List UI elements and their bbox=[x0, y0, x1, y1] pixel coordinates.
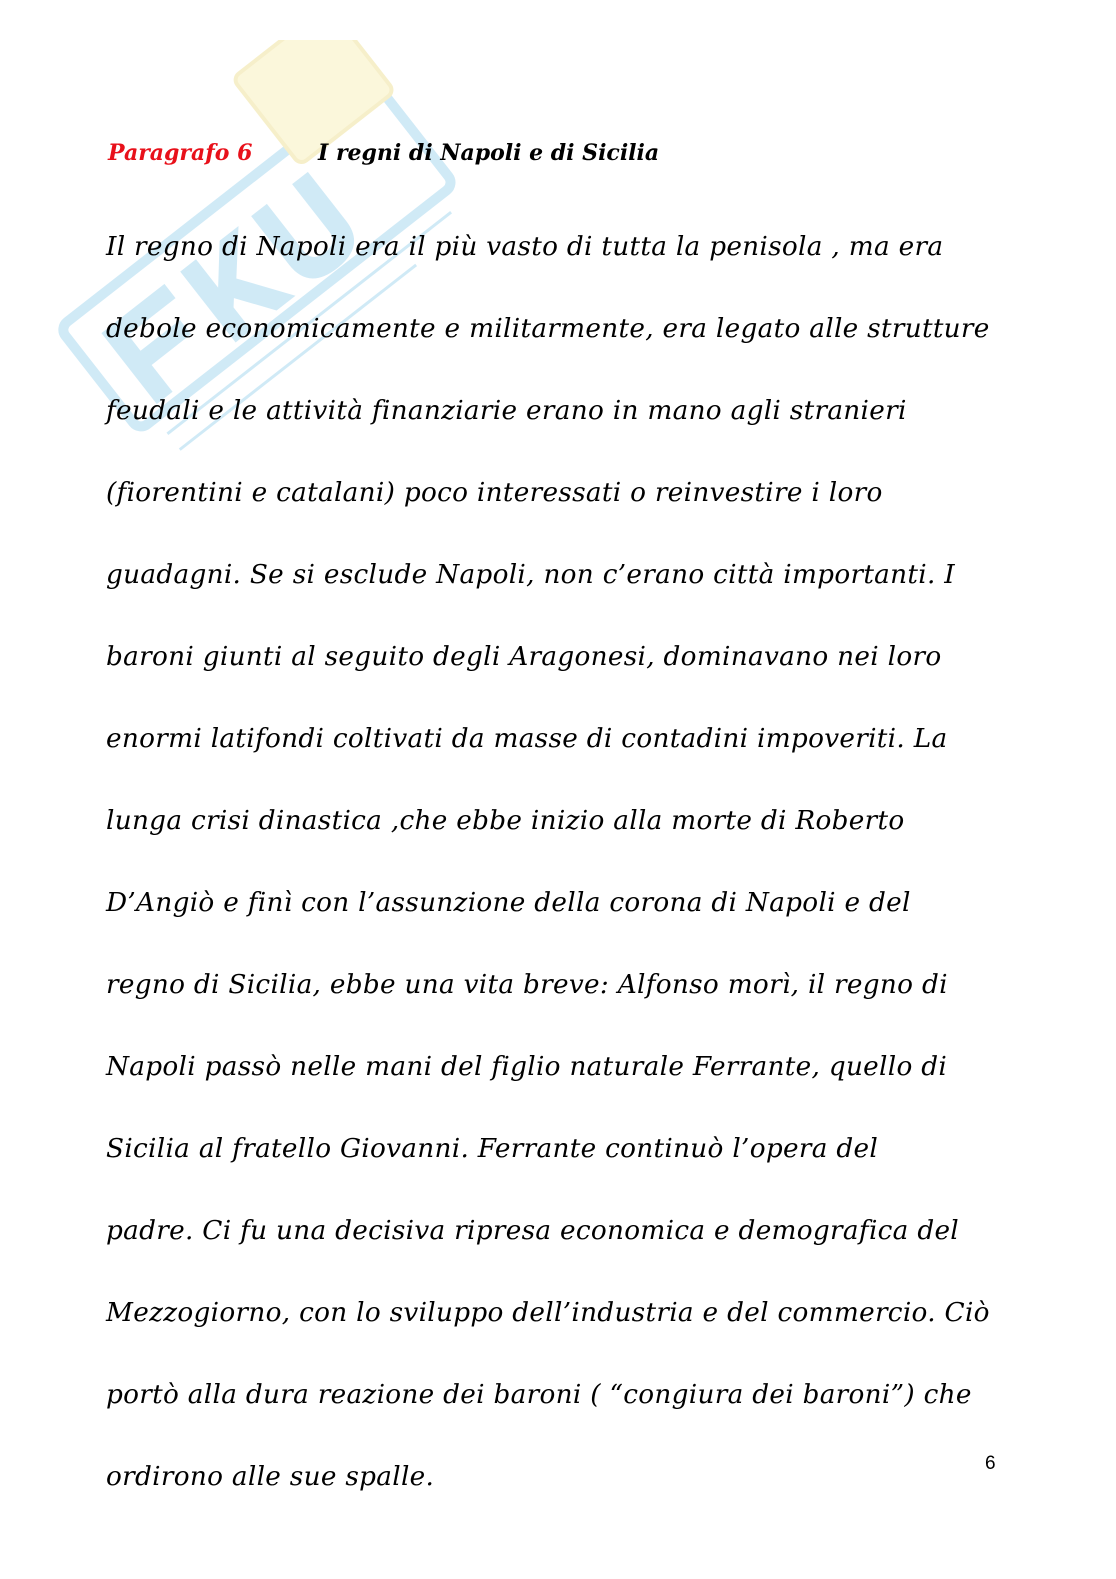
text-line: feudali e le attività finanziarie erano in mano agli stranieri bbox=[106, 396, 907, 426]
text-line: Sicilia al fratello Giovanni. Ferrante continuò l’opera del bbox=[106, 1134, 879, 1164]
text-line: enormi latifondi coltivati da masse di contadini impoveriti. La bbox=[106, 724, 948, 754]
text-line: padre. Ci fu una decisiva ripresa economica e demografica del bbox=[106, 1216, 960, 1246]
text-line: Napoli passò nelle mani del figlio naturale Ferrante, quello di bbox=[106, 1052, 948, 1082]
text-line: portò alla dura reazione dei baroni ( “congiura dei baroni”) che bbox=[106, 1380, 972, 1410]
section-heading bbox=[108, 133, 1008, 173]
text-line: (fiorentini e catalani) poco interessati o reinvestire i loro bbox=[106, 478, 883, 508]
body-text bbox=[106, 186, 1011, 1539]
section-title: I regni di Napoli e di Sicilia bbox=[318, 140, 660, 166]
text-line: Mezzogiorno, con lo sviluppo dell’industria e del commercio. Ciò bbox=[106, 1298, 990, 1328]
text-line: guadagni. Se si esclude Napoli, non c’erano città importanti. I bbox=[106, 560, 955, 590]
page-number: 6 bbox=[985, 1453, 996, 1474]
text-line: lunga crisi dinastica ,che ebbe inizio alla morte di Roberto bbox=[106, 806, 905, 836]
text-line: Il regno di Napoli era il più vasto di tutta la penisola , ma era bbox=[106, 232, 944, 262]
text-line: regno di Sicilia, ebbe una vita breve: Alfonso morì, il regno di bbox=[106, 970, 948, 1000]
text-line: debole economicamente e militarmente, era legato alle strutture bbox=[106, 314, 990, 344]
text-line: baroni giunti al seguito degli Aragonesi, dominavano nei loro bbox=[106, 642, 942, 672]
text-line: ordirono alle sue spalle. bbox=[106, 1462, 435, 1492]
text-line: D’Angiò e finì con l’assunzione della corona di Napoli e del bbox=[106, 888, 911, 918]
paragraph-label: Paragrafo 6 bbox=[108, 140, 253, 166]
